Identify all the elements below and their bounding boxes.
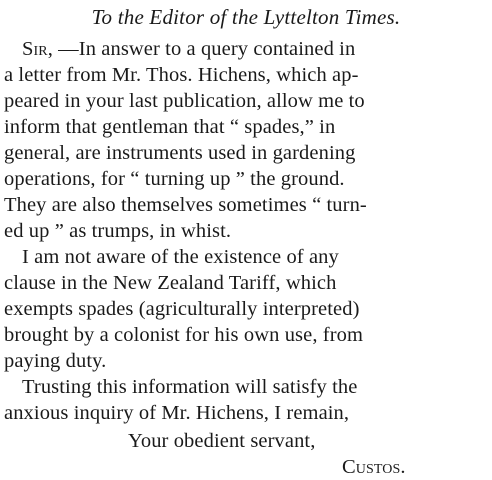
paragraph-1-line-3: peared in your last publication, allow me to — [4, 90, 365, 112]
letter-signature: Custos. — [342, 456, 406, 478]
paragraph-1-line-6: operations, for “ turning up ” the ground. — [4, 168, 345, 190]
paragraph-1-line-1 — [22, 36, 355, 62]
paragraph-1-line-8: ed up ” as trumps, in whist. — [4, 220, 232, 242]
salutation: Sir, — [22, 38, 53, 60]
paragraph-1-line-7: They are also themselves sometimes “ turn- — [4, 194, 367, 216]
paragraph-2-line-1: I am not aware of the existence of any — [22, 246, 339, 268]
letter-closing: Your obedient servant, — [128, 430, 316, 452]
paragraph-2-line-2: clause in the New Zealand Tariff, which — [4, 272, 337, 294]
paragraph-1-line-2: a letter from Mr. Thos. Hichens, which ap- — [4, 64, 359, 86]
paragraph-2-line-3: exempts spades (agriculturally interpreted) — [4, 298, 360, 320]
paragraph-2-line-4: brought by a colonist for his own use, from — [4, 324, 364, 346]
paragraph-1-line-4: inform that gentleman that “ spades,” in — [4, 116, 336, 138]
letter-heading: To the Editor of the Lyttelton Times. — [91, 5, 401, 29]
line-text: —In answer to a query contained in — [52, 38, 356, 60]
paragraph-3-line-1: Trusting this information will satisfy the — [22, 376, 358, 398]
paragraph-1-line-5: general, are instruments used in gardening — [4, 142, 356, 164]
paragraph-3-line-2: anxious inquiry of Mr. Hichens, I remain, — [4, 402, 350, 424]
paragraph-2-line-5: paying duty. — [4, 350, 107, 372]
